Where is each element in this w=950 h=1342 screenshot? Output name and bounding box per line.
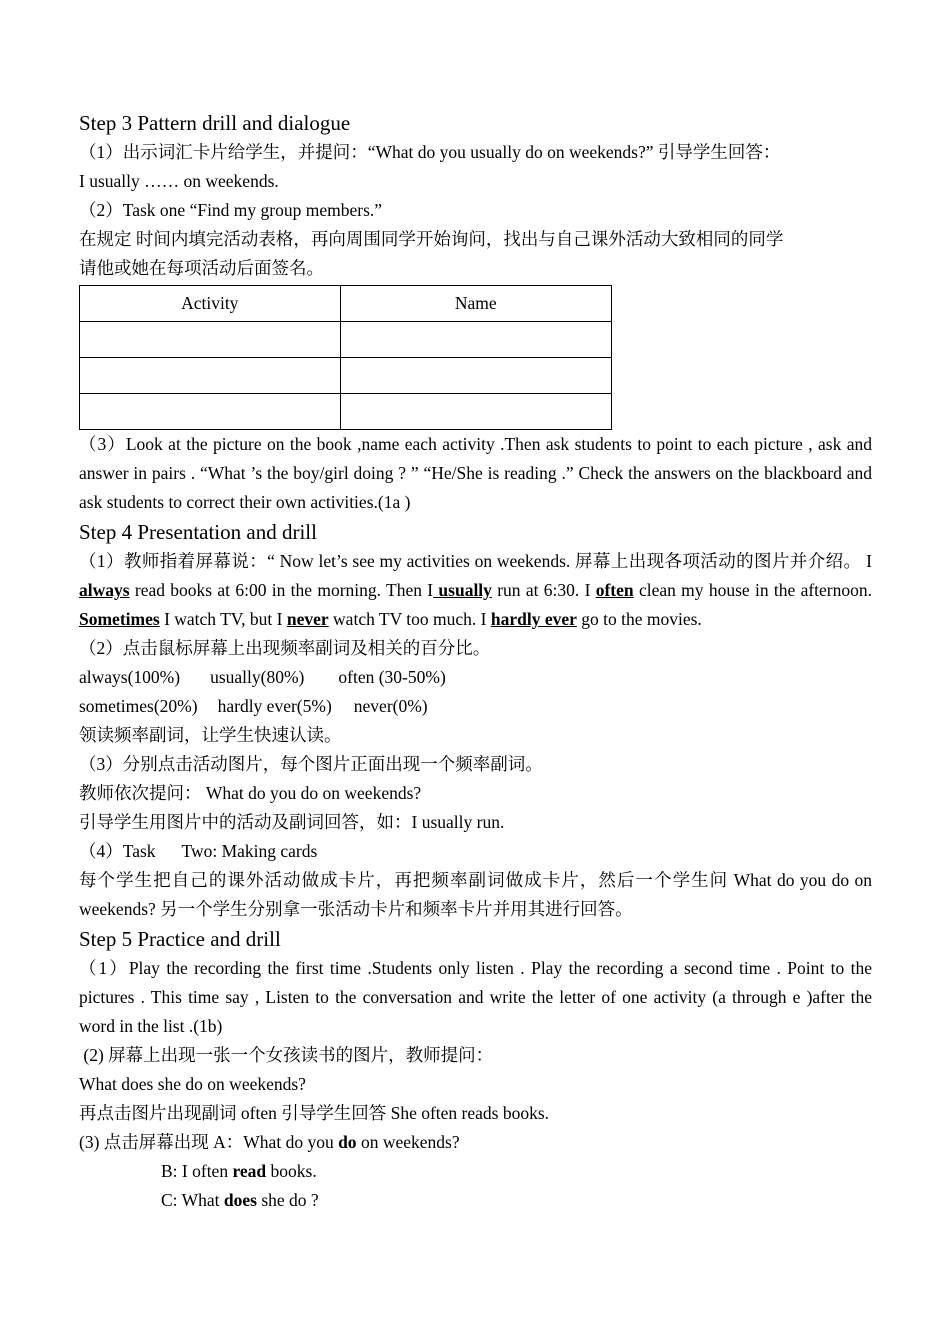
step3-heading: Step 3 Pattern drill and dialogue [79, 111, 351, 135]
table-row [80, 394, 612, 430]
dialogue-a-text: (3) 点击屏幕出现 A：What do you [79, 1132, 339, 1152]
dialogue-b-text: books. [266, 1161, 317, 1181]
step3-item2-desc-line1: 在规定 时间内填完活动表格，再向周围同学开始询问，找出与自己课外活动大致相同的同学 [79, 229, 784, 249]
document-page [79, 108, 872, 1215]
step4-item1-text: clean my house in the afternoon. [633, 580, 872, 600]
frequency-row-1 [79, 663, 872, 692]
adverb-often: often [595, 580, 634, 600]
step5-item1: （1）Play the recording the first time .Students only listen . Play the recording a second time . Point to the pictures . This time say , Listen to the conversation and write the letter of one activity (a through e )after the word in the list .(1b) [79, 958, 872, 1036]
step5-item2-question: What does she do on weekends? [79, 1074, 306, 1094]
table-cell [340, 358, 611, 394]
step5-item3-line-a [79, 1128, 872, 1157]
freq-hardly-ever: hardly ever(5%) [217, 696, 332, 716]
step4-item2-note: 领读频率副词，让学生快速认读。 [79, 725, 342, 745]
step3-item1-line1: （1）出示词汇卡片给学生，并提问：“What do you usually do on weekends?” 引导学生回答： [79, 142, 781, 162]
step3-item2: （2）Task one “Find my group members.” [79, 200, 383, 220]
step4-heading: Step 4 Presentation and drill [79, 520, 317, 544]
table-header-activity: Activity [80, 286, 341, 322]
step5-item3-line-b [79, 1157, 872, 1186]
dialogue-a-bold: do [338, 1132, 357, 1152]
freq-usually: usually(80%) [210, 667, 305, 687]
dialogue-b-bold: read [232, 1161, 267, 1181]
adverb-never: never [286, 609, 329, 629]
table-cell [80, 394, 341, 430]
step4-item1-text: read books at 6:00 in the morning. Then I [129, 580, 434, 600]
step3-item3: （3）Look at the picture on the book ,name each activity .Then ask students to point to each picture , ask and answer in pairs . “What ’s the boy/girl doing ? ” “He/She is reading .” Check the answers on the blackboard and ask students to correct their own activities.(1a ) [79, 434, 872, 512]
step4-item3: （3）分别点击活动图片，每个图片正面出现一个频率副词。 [79, 754, 543, 774]
table-header-name: Name [340, 286, 611, 322]
step4-item3-question: 教师依次提问： What do you do on weekends? [79, 783, 422, 803]
dialogue-a-text: on weekends? [356, 1132, 460, 1152]
step4-item1-text: run at 6:30. I [491, 580, 596, 600]
step4-item1-text: go to the movies. [576, 609, 702, 629]
freq-never: never(0%) [353, 696, 428, 716]
step3-item1-line2: I usually …… on weekends. [79, 171, 279, 191]
step4-item1 [79, 547, 872, 634]
step4-item1-text: I watch TV, but I [159, 609, 287, 629]
freq-always: always(100%) [79, 667, 181, 687]
adverb-hardly-ever: hardly ever [490, 609, 577, 629]
frequency-row-2 [79, 692, 872, 721]
step4-item1-text: watch TV too much. I [328, 609, 491, 629]
step4-item4: （4）Task Two: Making cards [79, 841, 318, 861]
table-cell [340, 322, 611, 358]
dialogue-c-bold: does [223, 1190, 257, 1210]
step5-item2-answer: 再点击图片出现副词 often 引导学生回答 She often reads books. [79, 1103, 550, 1123]
table-cell [80, 358, 341, 394]
step5-item2: (2) 屏幕上出现一张一个女孩读书的图片，教师提问： [79, 1045, 494, 1065]
adverb-always: always [79, 580, 130, 600]
table-row [80, 358, 612, 394]
step3-item2-desc-line2: 请他或她在每项活动后面签名。 [79, 258, 324, 278]
step5-heading: Step 5 Practice and drill [79, 927, 281, 951]
step4-item2: （2）点击鼠标屏幕上出现频率副词及相关的百分比。 [79, 638, 491, 658]
adverb-usually: usually [433, 580, 492, 600]
table-header-row [80, 286, 612, 322]
dialogue-b-text: B: I often [161, 1161, 233, 1181]
activity-table [79, 285, 612, 430]
adverb-sometimes: Sometimes [79, 609, 160, 629]
freq-sometimes: sometimes(20%) [79, 696, 198, 716]
step4-item1-text: （1）教师指着屏幕说：“ Now let’s see my activities on weekends. 屏幕上出现各项活动的图片并介绍。 I [79, 551, 872, 571]
step4-item3-answer: 引导学生用图片中的活动及副词回答，如：I usually run. [79, 812, 505, 832]
table-cell [80, 322, 341, 358]
freq-often: often (30-50%) [338, 667, 446, 687]
table-row [80, 322, 612, 358]
step5-item3-line-c [79, 1186, 872, 1215]
step4-item4-desc: 每个学生把自己的课外活动做成卡片，再把频率副词做成卡片，然后一个学生问 What do you do on weekends? 另一个学生分别拿一张活动卡片和频率卡片并用其进行回答。 [79, 870, 872, 919]
dialogue-c-text: she do ? [256, 1190, 319, 1210]
dialogue-c-text: C: What [161, 1190, 224, 1210]
table-cell [340, 394, 611, 430]
